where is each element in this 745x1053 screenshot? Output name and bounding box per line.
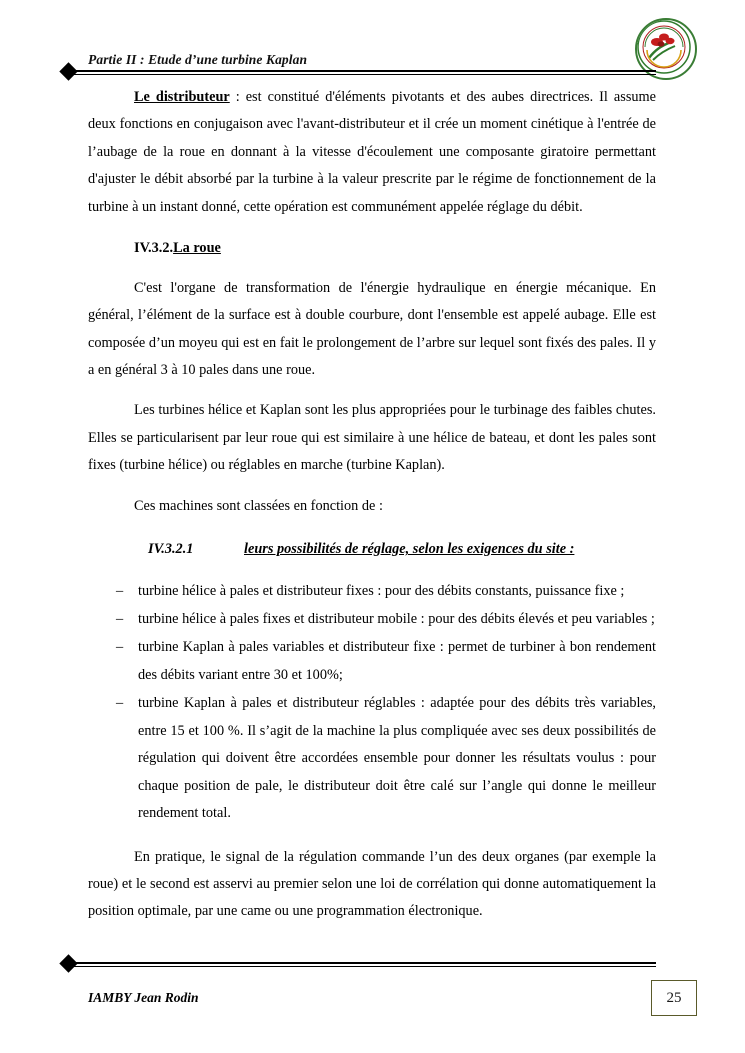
footer-author: IAMBY Jean Rodin bbox=[88, 990, 199, 1005]
list-item bbox=[88, 578, 656, 605]
paragraph-roue-3: Ces machines sont classées en fonction de : bbox=[134, 497, 383, 514]
list-item-text: turbine hélice à pales fixes et distributeur mobile : pour des débits élevés et peu variables ; bbox=[138, 611, 655, 627]
page-number: 25 bbox=[666, 989, 682, 1006]
heading-iv-3-2-1 bbox=[88, 536, 656, 563]
paragraph-distributeur-text: : est constitué d'éléments pivotants et des aubes directrices. Il assume deux fonctions en conjugaison avec l'avant-distributeur et il crée un moment cinétique à l'entrée de l’aubage de la roue en donnant à la vitesse d'écoulement une composante giratoire permettant d'ajuster le débit absorbé par la turbine à la valeur prescrite par le régime de fonctionnement de la turbine à un instant donné, cette opération est communément appelée réglage du débit. bbox=[88, 89, 656, 215]
list-dash-icon: – bbox=[116, 611, 124, 627]
page-content bbox=[88, 84, 656, 929]
paragraph-roue-1: C'est l'organe de transformation de l'énergie hydraulique en énergie mécanique. En général, l’élément de la surface est à double courbure, dont l'ensemble est appelé aubage. Elle est composée d’un moyeu qui est en fait le prolongement de l’arbre sur lequel sont fixés des pales. Il y a en général 3 à 10 pales dans une roue. bbox=[88, 279, 656, 378]
reglage-list bbox=[88, 578, 656, 828]
paragraph-final: En pratique, le signal de la régulation commande l’un des deux organes (par exemple la roue) et le second est asservi au premier selon une loi de corrélation qui donne automatiquement la position optimale, par une came ou une programmation électronique. bbox=[88, 848, 656, 920]
heading-iv-3-2-1-title: leurs possibilités de réglage, selon les exigences du site : bbox=[244, 541, 575, 558]
paragraph-roue-2: Les turbines hélice et Kaplan sont les plus appropriées pour le turbinage des faibles chutes. Elles se particularisent par leur roue qui est similaire à une hélice de bateau, et dont les pales sont fixes (turbine hélice) ou réglables en marche (turbine Kaplan). bbox=[88, 402, 656, 474]
page-number-box bbox=[651, 980, 697, 1016]
heading-iv-3-2 bbox=[88, 235, 656, 262]
list-dash-icon: – bbox=[116, 695, 124, 712]
list-item-text: turbine Kaplan à pales variables et distributeur fixe : permet de turbiner à bon rendement des débits variant entre 30 et 100%; bbox=[138, 639, 656, 683]
list-item-text: turbine hélice à pales et distributeur fixes : pour des débits constants, puissance fixe ; bbox=[138, 582, 625, 599]
list-item bbox=[88, 606, 656, 633]
list-item bbox=[88, 634, 656, 689]
list-item-text: turbine Kaplan à pales et distributeur réglables : adaptée pour des débits très variables, entre 15 et 100 %. Il s’agit de la machine la plus compliquée avec ses deux possibilités de régulation qui doivent être accordées ensemble pour donner les résultats voulus : pour chaque position de pale, le distributeur doit être calé sur l’angle qui donne le meilleur rendement total. bbox=[138, 695, 656, 822]
heading-iv-3-2-1-number: IV.3.2.1 bbox=[148, 541, 194, 558]
heading-iv-3-2-title: La roue bbox=[173, 240, 221, 257]
footer-divider bbox=[58, 962, 656, 968]
list-dash-icon: – bbox=[116, 639, 124, 656]
term-distributeur: Le distributeur bbox=[134, 89, 230, 105]
header-divider bbox=[58, 70, 656, 76]
list-item bbox=[88, 690, 656, 827]
list-dash-icon: – bbox=[116, 582, 124, 599]
paragraph-distributeur bbox=[88, 84, 656, 221]
header-title: Partie II : Etude d’une turbine Kaplan bbox=[88, 52, 308, 67]
heading-iv-3-2-number: IV.3.2. bbox=[134, 240, 174, 257]
